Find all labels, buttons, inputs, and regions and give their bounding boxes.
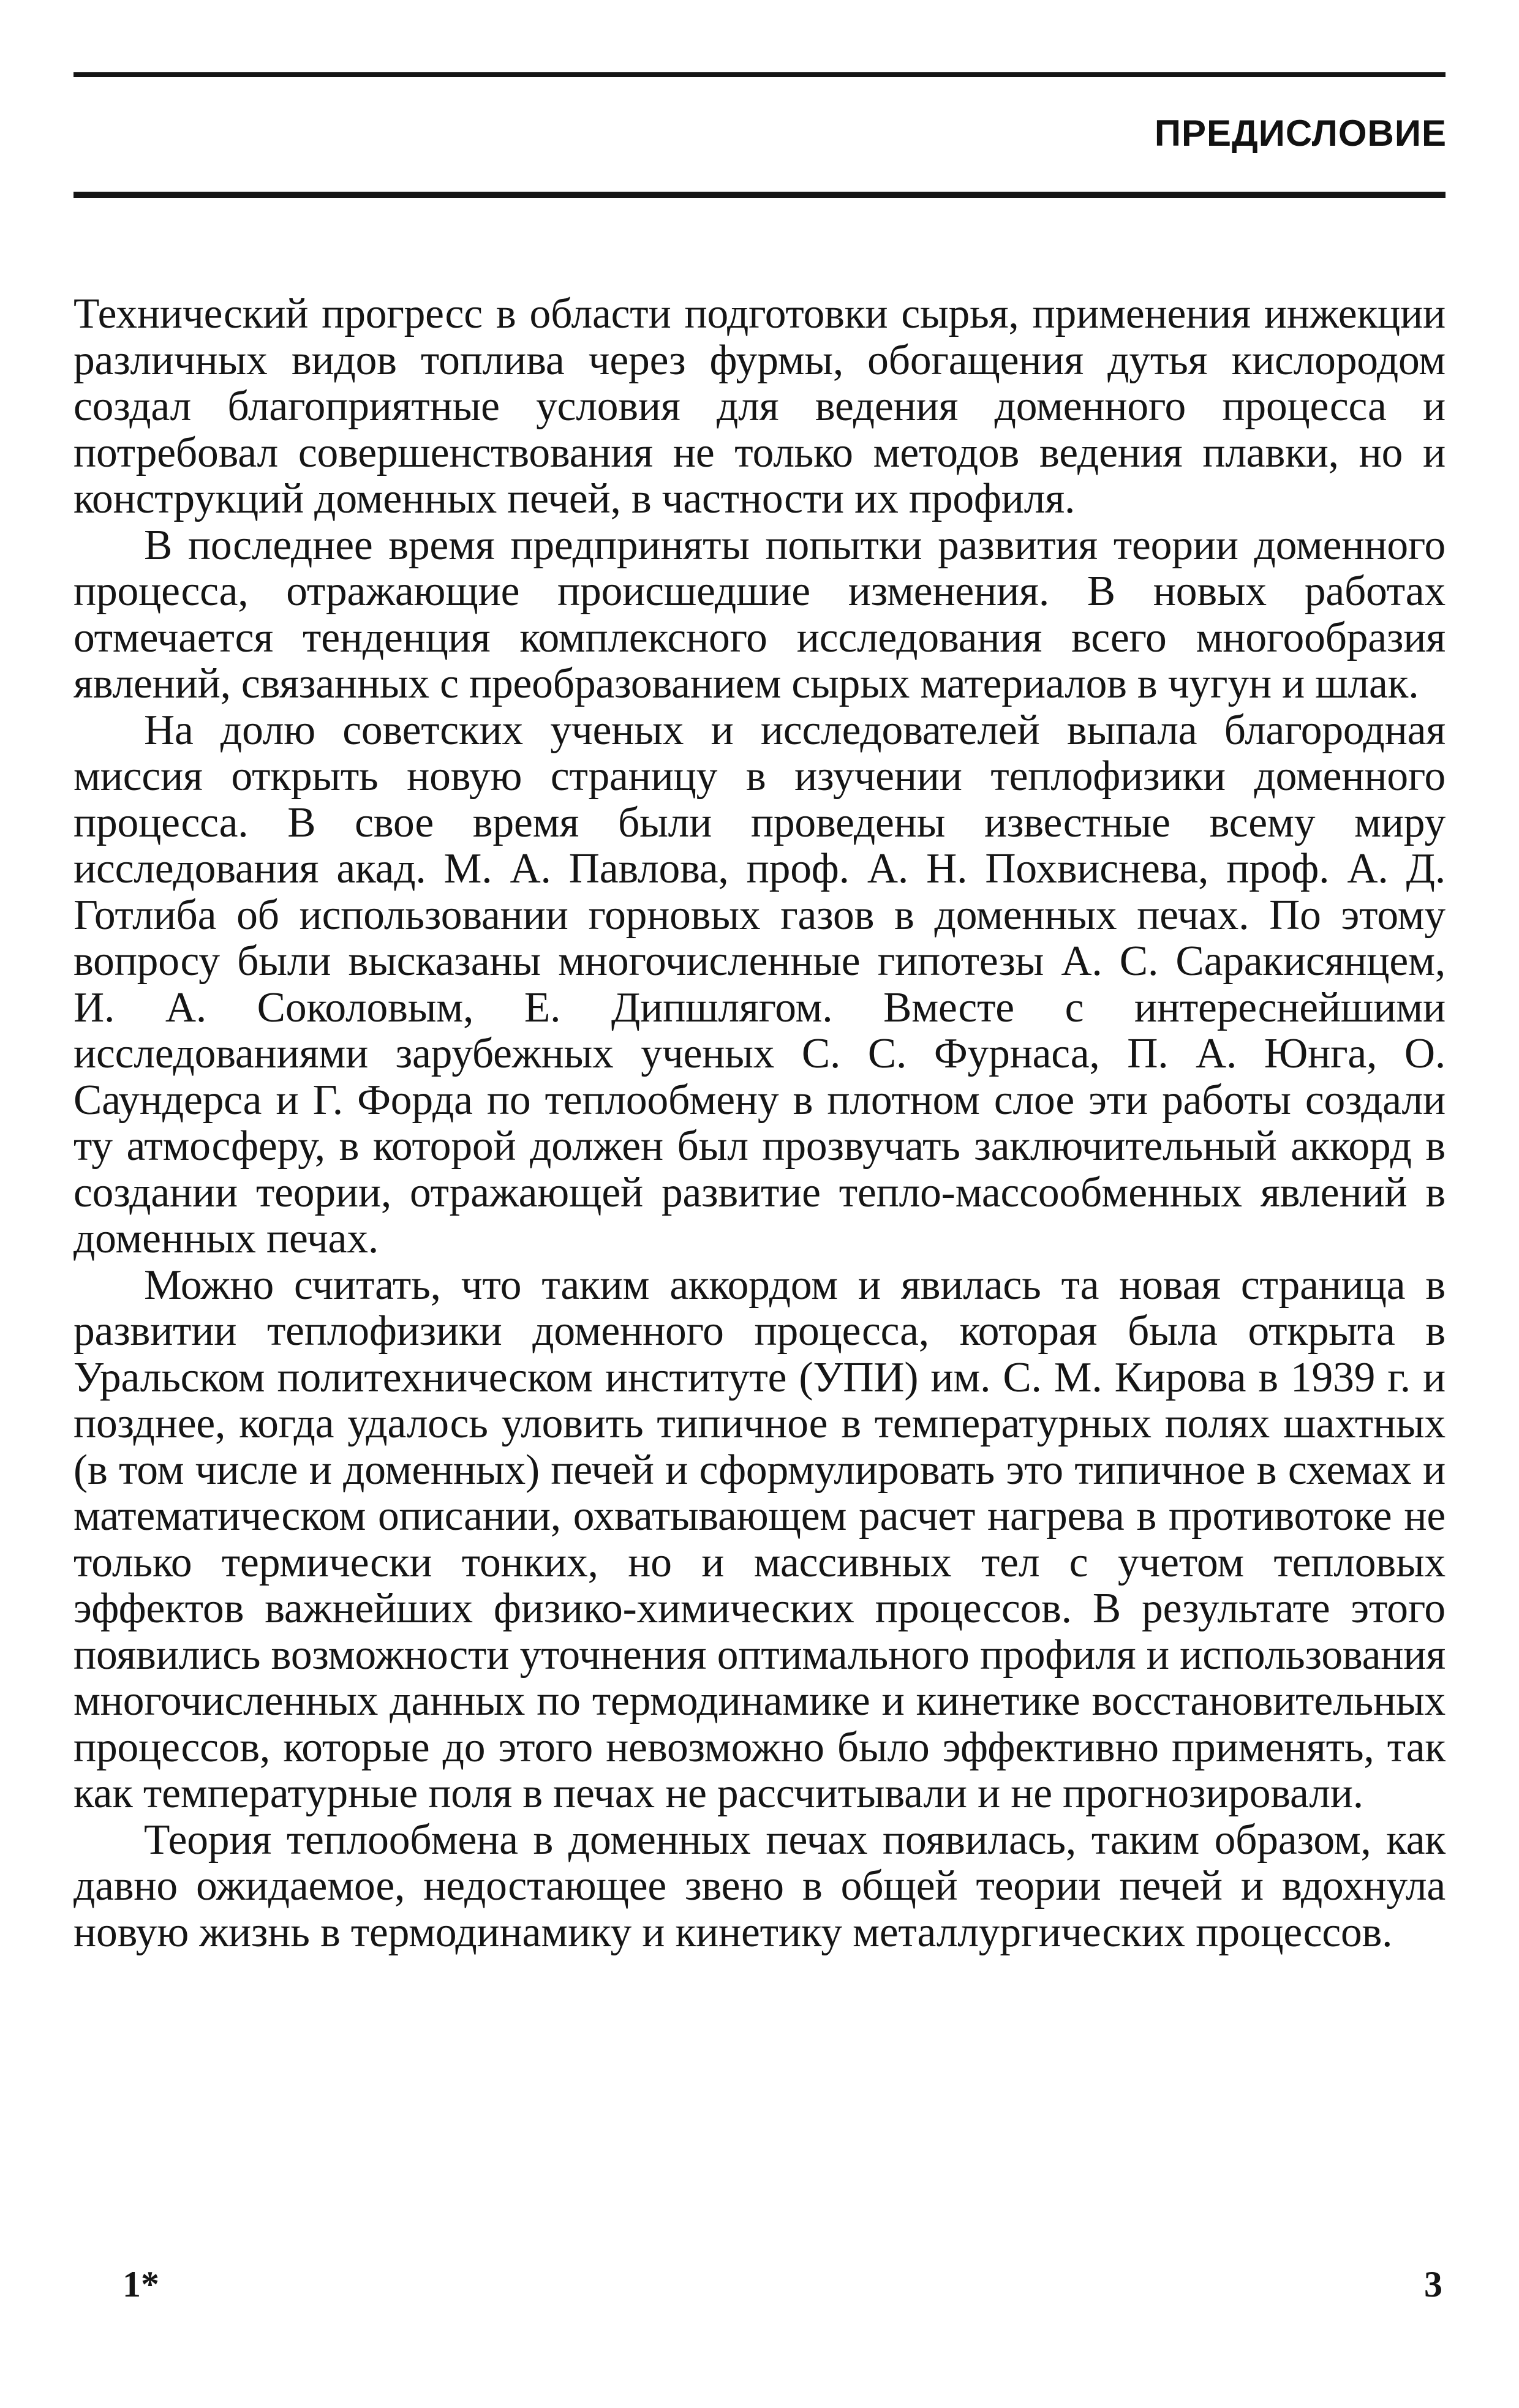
paragraph-5: Теория теплообмена в доменных печах появилась, таким образом, как давно ожидаемое, недостающее звено в общей теории печей и вдохнула новую жизнь в термодинамику и кинетику металлургических процессов. (74, 1816, 1446, 1956)
paragraph-4: Можно считать, что таким аккордом и явилась та новая страница в развитии теплофизики доменного процесса, которая была открыта в Уральском политехническом институте (УПИ) им. С. М. Кирова в 1939 г. и позднее, когда удалось уловить типичное в температурных полях шахтных (в том числе и доменных) печей и сформулировать это типичное в схемах и математическом описании, охватывающем расчет нагрева в противотоке не только термически тонких, но и массивных тел с учетом тепловых эффектов важнейших физико-химических процессов. В результате этого появились возможности уточнения оптимального профиля и использования многочисленных данных по термодинамике и кинетике восстановительных процессов, которые до этого невозможно было эффективно применять, так как температурные поля в печах не рассчитывали и не прогнозировали. (74, 1261, 1446, 1817)
header-bottom-rule (74, 192, 1446, 198)
section-title: ПРЕДИСЛОВИЕ (1154, 113, 1447, 154)
page-number: 3 (1424, 2264, 1442, 2305)
paragraph-2: В последнее время предприняты попытки развития теории доменного процесса, отражающие происшедшие изменения. В новых работах отмечается тенденция комплексного исследования всего многообразия явлений, связанных с преобразованием сырых материалов в чугун и шлак. (74, 521, 1446, 707)
printer-signature: 1* (123, 2264, 159, 2305)
header-top-rule (74, 72, 1446, 77)
paragraph-1: Технический прогресс в области подготовки сырья, применения инжекции различных видов топлива через фурмы, обогащения дутья кислородом создал благоприятные условия для ведения доменного процесса и потребовал совершенствования не только методов ведения плавки, но и конструкций доменных печей, в частности их профиля. (74, 290, 1446, 522)
paragraph-3: На долю советских ученых и исследователей выпала благородная миссия открыть новую страницу в изучении теплофизики доменного процесса. В свое время были проведены известные всему миру исследования акад. М. А. Павлова, проф. А. Н. Похвиснева, проф. А. Д. Готлиба об использовании горновых газов в доменных печах. По этому вопросу были высказаны многочисленные гипотезы А. С. Саракисянцем, И. А. Соколовым, Е. Дипшлягом. Вместе с интереснейшими исследованиями зарубежных ученых С. С. Фурнаса, П. А. Юнга, О. Саундерса и Г. Форда по теплообмену в плотном слое эти работы создали ту атмосферу, в которой должен был прозвучать заключительный аккорд в создании теории, отражающей развитие тепло-массообменных явлений в доменных печах. (74, 706, 1446, 1262)
preface-text (74, 291, 1446, 1955)
